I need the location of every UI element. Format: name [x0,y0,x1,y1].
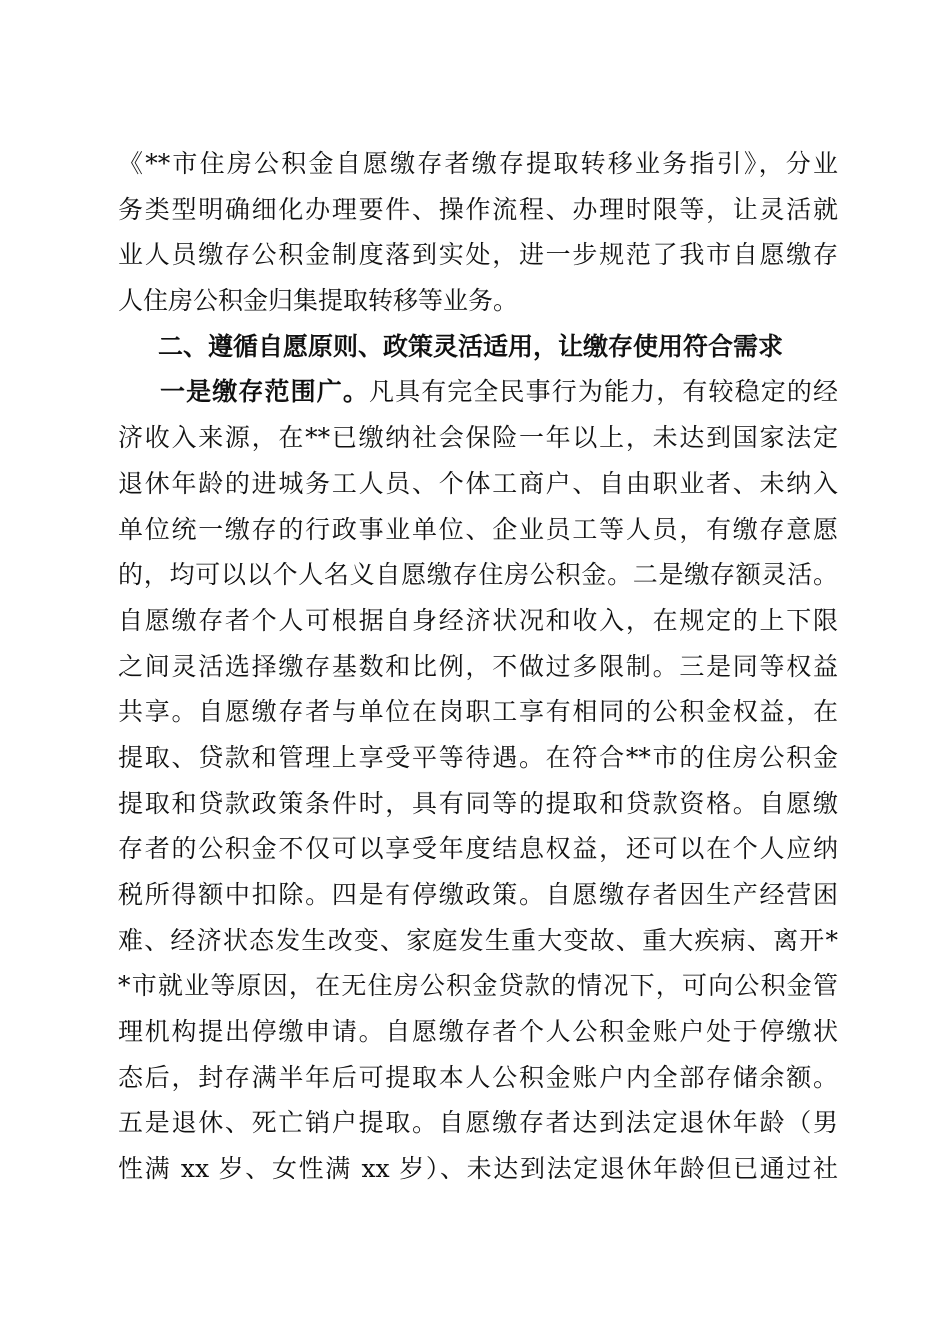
paragraph-line: 五是退休、死亡销户提取。自愿缴存者达到法定退休年龄（男 [118,1108,838,1138]
paragraph-line: *市就业等原因，在无住房公积金贷款的情况下，可向公积金管 [118,971,838,1001]
paragraph-line: 济收入来源，在**已缴纳社会保险一年以上，未达到国家法定 [118,423,838,453]
paragraph-line: 的，均可以以个人名义自愿缴存住房公积金。二是缴存额灵活。 [118,560,838,590]
paragraph-line: 退休年龄的进城务工人员、个体工商户、自由职业者、未纳入 [118,468,838,498]
paragraph-line: 态后，封存满半年后可提取本人公积金账户内全部存储余额。 [118,1062,838,1092]
paragraph-line: 自愿缴存者个人可根据自身经济状况和收入，在规定的上下限 [118,605,838,635]
paragraph-line: 税所得额中扣除。四是有停缴政策。自愿缴存者因生产经营困 [118,880,838,909]
paragraph-lead-rest: 凡具有完全民事行为能力，有较稳定的经 [368,377,838,407]
paragraph-line: 《**市住房公积金自愿缴存者缴存提取转移业务指引》，分业 [118,149,838,178]
paragraph-line: 存者的公积金不仅可以享受年度结息权益，还可以在个人应纳 [118,834,838,864]
section-heading: 二、遵循自愿原则、政策灵活适用，让缴存使用符合需求 [158,331,784,361]
paragraph-line: 难、经济状态发生改变、家庭发生重大变故、重大疾病、离开* [118,925,838,955]
paragraph-line-first [118,369,838,415]
paragraph-line: 提取和贷款政策条件时，具有同等的提取和贷款资格。自愿缴 [118,788,838,818]
paragraph-line: 人住房公积金归集提取转移等业务。 [118,286,519,316]
paragraph-line: 提取、贷款和管理上享受平等待遇。在符合**市的住房公积金 [118,742,838,772]
paragraph-line: 之间灵活选择缴存基数和比例，不做过多限制。三是同等权益 [118,651,838,681]
paragraph-lead: 一是缴存范围广。 [160,377,369,407]
paragraph-line: 务类型明确细化办理要件、操作流程、办理时限等，让灵活就 [118,194,838,224]
paragraph-line: 共享。自愿缴存者与单位在岗职工享有相同的公积金权益，在 [118,697,838,727]
paragraph-line: 业人员缴存公积金制度落到实处，进一步规范了我市自愿缴存 [118,240,838,270]
paragraph-line: 性满 xx 岁、女性满 xx 岁）、未达到法定退休年龄但已通过社 [118,1154,838,1184]
paragraph-line: 理机构提出停缴申请。自愿缴存者个人公积金账户处于停缴状 [118,1017,838,1047]
paragraph-line: 单位统一缴存的行政事业单位、企业员工等人员，有缴存意愿 [118,514,838,544]
document-body [118,141,838,1192]
